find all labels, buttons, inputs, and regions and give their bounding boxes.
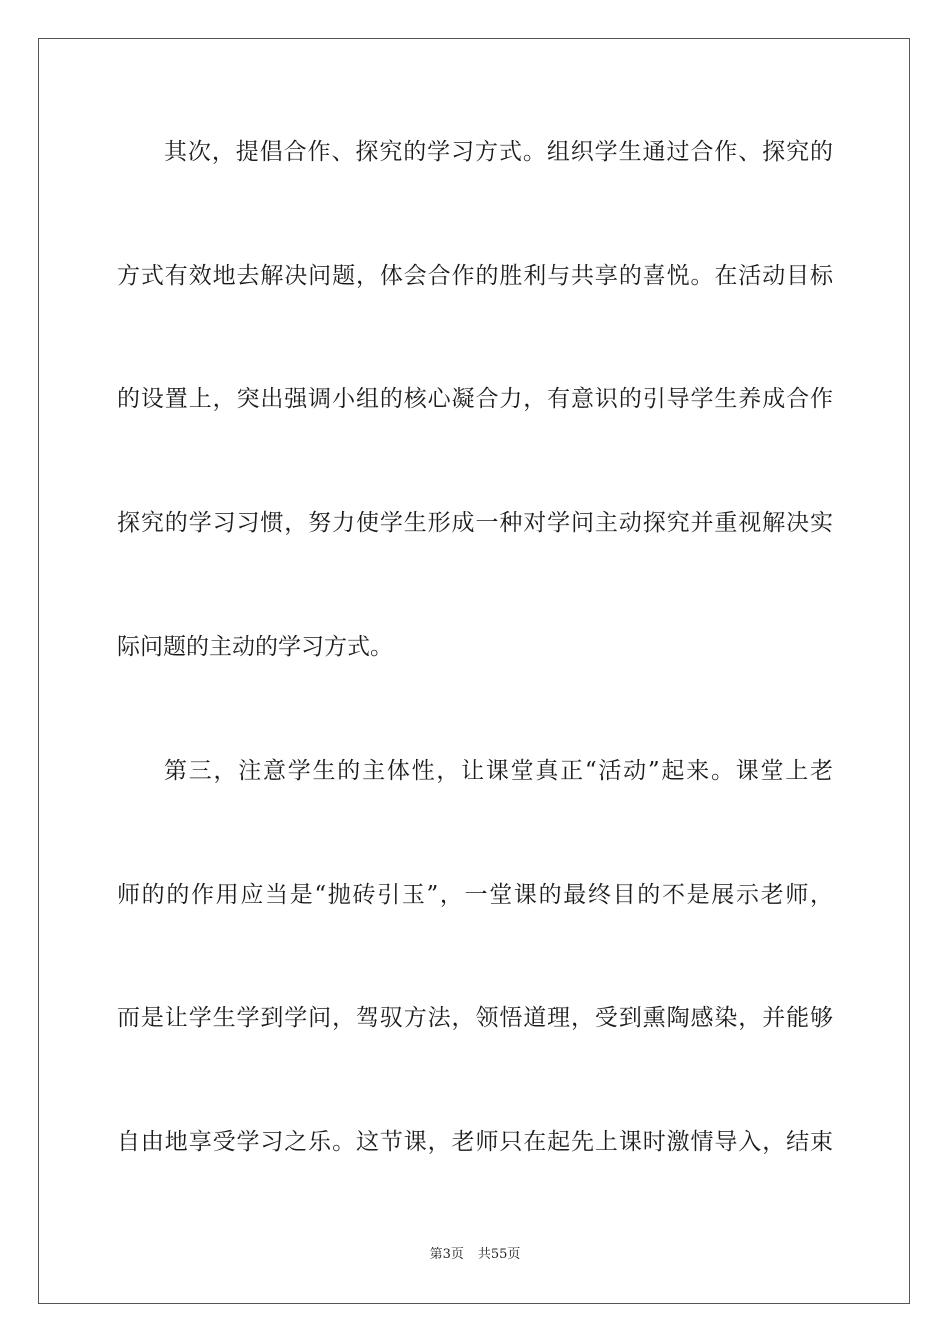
paragraph-line: 际问题的主动的学习方式。 <box>117 634 393 660</box>
page-border <box>38 38 910 1304</box>
paragraph-line: 方式有效地去解决问题，体会合作的胜利与共享的喜悦。在活动目标 <box>117 263 833 289</box>
paragraph-line: 师的的作用应当是“抛砖引玉”，一堂课的最终目的不是展示老师， <box>117 882 833 908</box>
paragraph-line: 自由地享受学习之乐。这节课，老师只在起先上课时激情导入，结束 <box>117 1129 833 1155</box>
page-number: 第3页 <box>429 1247 464 1262</box>
page-footer <box>0 1246 950 1264</box>
paragraph-line: 而是让学生学到学问，驾驭方法，领悟道理，受到熏陶感染，并能够 <box>117 1005 833 1031</box>
paragraph-line: 第三，注意学生的主体性，让课堂真正“活动”起来。课堂上老 <box>164 758 833 784</box>
paragraph-line: 的设置上，突出强调小组的核心凝合力，有意识的引导学生养成合作 <box>117 386 833 412</box>
paragraph-line: 探究的学习习惯，努力使学生形成一种对学问主动探究并重视解决实 <box>117 510 833 536</box>
paragraph-line: 其次，提倡合作、探究的学习方式。组织学生通过合作、探究的 <box>164 139 833 165</box>
page-total: 共55页 <box>477 1247 521 1262</box>
